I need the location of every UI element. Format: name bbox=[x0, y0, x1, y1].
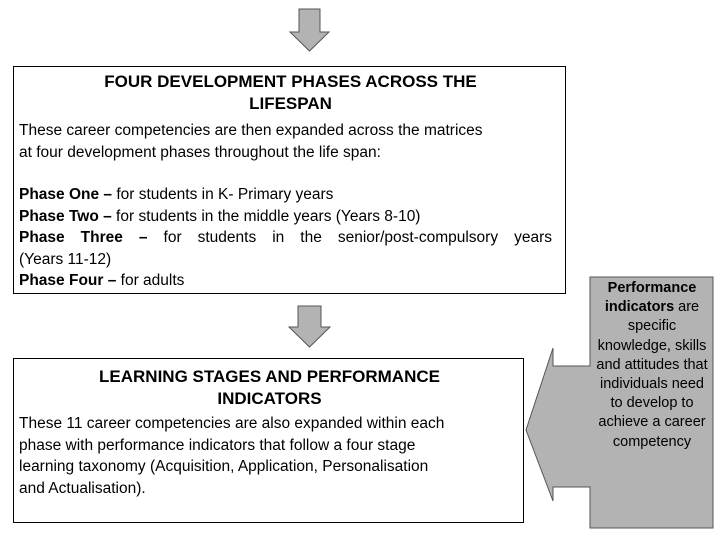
learning-text-line1: These 11 career competencies are also expanded within each bbox=[19, 415, 445, 432]
phase-four-line bbox=[19, 270, 552, 292]
learning-title-line1: LEARNING STAGES AND PERFORMANCE bbox=[99, 367, 440, 386]
down-arrow-top bbox=[290, 9, 329, 51]
phases-title-line2: LIFESPAN bbox=[249, 94, 332, 113]
callout-bold-term: Performance indicators bbox=[604, 280, 697, 316]
learning-title-line2: INDICATORS bbox=[217, 389, 322, 408]
learning-stages-box bbox=[13, 358, 524, 523]
learning-text bbox=[19, 413, 519, 499]
phase-desc: for students in the middle years (Years 8-10) bbox=[111, 207, 421, 225]
phase-name: Phase One – bbox=[19, 186, 113, 203]
phases-intro-line1: These career competencies are then expanded across the matrices bbox=[19, 122, 483, 139]
phase-one-line bbox=[19, 184, 552, 206]
learning-title bbox=[14, 366, 525, 410]
phases-list bbox=[19, 184, 552, 292]
phase-name: Phase Three – bbox=[19, 229, 148, 246]
phase-desc: for adults bbox=[116, 272, 185, 289]
learning-text-line2: phase with performance indicators that follow a four stage bbox=[19, 436, 416, 454]
phase-three-continued-line bbox=[19, 249, 552, 271]
development-phases-box bbox=[13, 66, 566, 294]
learning-text-line4: and Actualisation). bbox=[19, 479, 146, 497]
down-arrow-middle bbox=[289, 306, 330, 347]
learning-text-line3: learning taxonomy (Acquisition, Application, Personalisation bbox=[19, 458, 429, 475]
phase-name: Phase Four – bbox=[19, 272, 117, 289]
phase-name: Phase Two – bbox=[19, 207, 112, 225]
phases-intro bbox=[19, 120, 559, 163]
phases-title-line1: FOUR DEVELOPMENT PHASES ACROSS THE bbox=[104, 72, 477, 91]
phase-desc: (Years 11-12) bbox=[19, 250, 112, 268]
phase-desc: for students in K- Primary years bbox=[112, 186, 334, 203]
performance-indicators-callout-text bbox=[595, 279, 709, 452]
phases-title bbox=[14, 71, 567, 115]
phase-two-line bbox=[19, 206, 552, 228]
callout-description: are specific knowledge, skills and attitudes that individuals need to develop to achieve a career competency bbox=[596, 299, 708, 450]
phase-three-line bbox=[19, 227, 552, 249]
phase-desc: for students in the senior/post-compulsory years bbox=[147, 229, 552, 246]
phases-intro-line2: at four development phases throughout the life span: bbox=[19, 143, 381, 161]
